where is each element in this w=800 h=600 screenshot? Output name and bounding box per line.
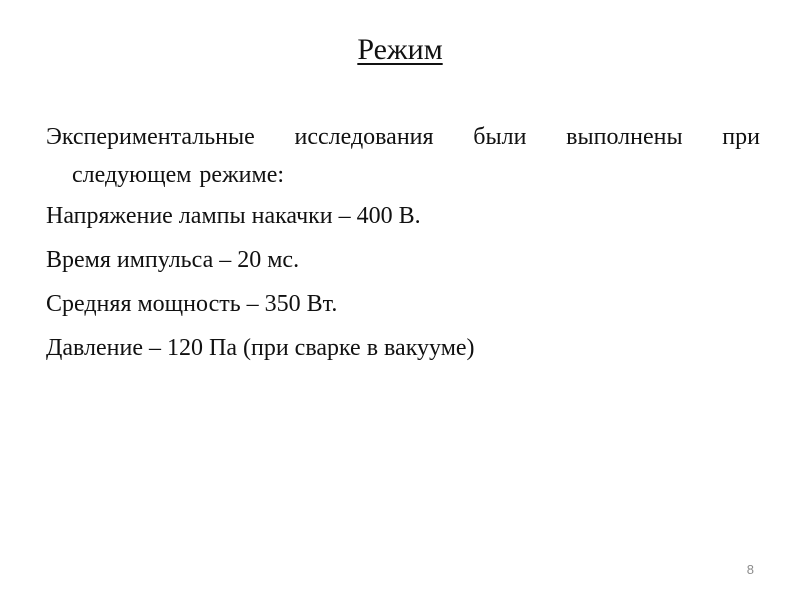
slide-body — [46, 118, 760, 370]
param-pulse-duration: Время импульса – 20 мс. — [46, 247, 300, 273]
slide-title: Режим — [357, 33, 443, 66]
param-lamp-voltage: Напряжение лампы накачки – 400 В. — [46, 203, 421, 229]
param-pressure: Давление – 120 Па (при сварке в вакууме) — [46, 335, 475, 361]
intro-paragraph: Экспериментальные исследования были выполнены при следующем режиме: — [46, 124, 760, 188]
param-average-power: Средняя мощность – 350 Вт. — [46, 291, 338, 317]
page-number: 8 — [746, 562, 754, 577]
